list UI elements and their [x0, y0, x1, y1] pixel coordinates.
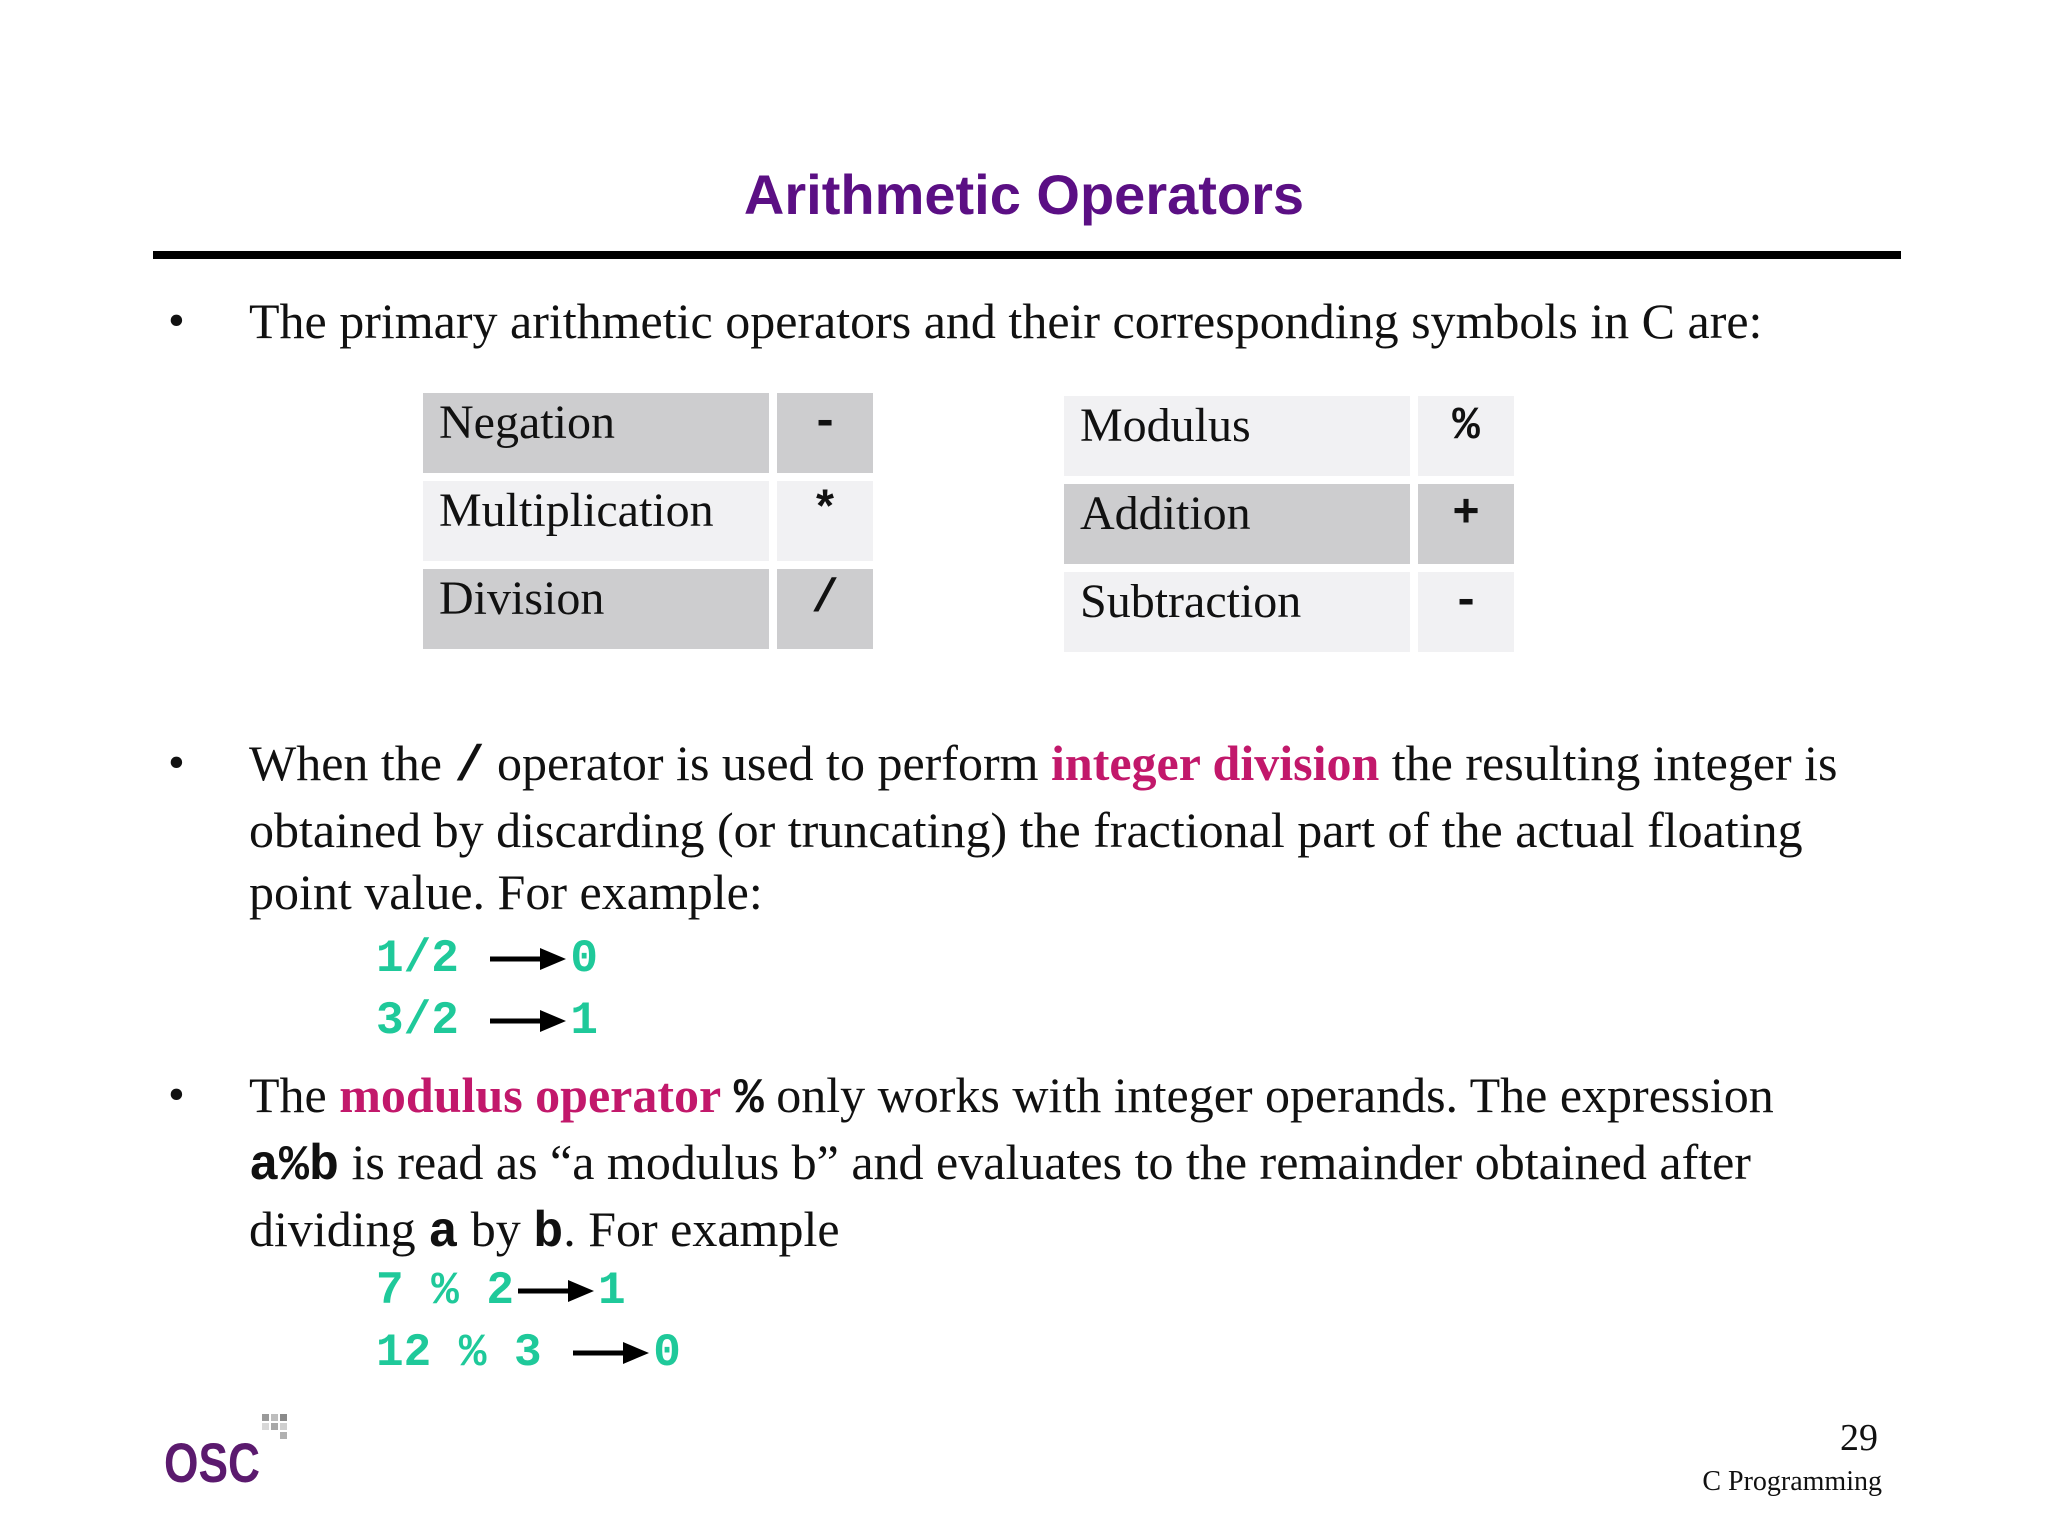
example-expression: 12 % 3	[376, 1327, 570, 1379]
text-run: only works with integer operands. The expression	[763, 1067, 1774, 1123]
slide-title: Arithmetic Operators	[743, 163, 1305, 226]
highlight-integer-division: integer division	[1051, 735, 1380, 791]
footer-course-title: C Programming	[1702, 1466, 1882, 1497]
right-arrow-icon	[490, 1008, 566, 1034]
bullet-integer-division-text	[249, 732, 1889, 923]
text-run: When the	[249, 735, 455, 791]
inline-code-expression: a%b	[249, 1138, 340, 1195]
inline-code-b: b	[533, 1205, 564, 1262]
operator-name: Division	[423, 569, 769, 649]
logo-text: OSC	[164, 1431, 260, 1490]
inline-code-divide: /	[454, 739, 485, 796]
highlight-modulus-operator: modulus operator	[339, 1067, 722, 1123]
example-result: 0	[653, 1327, 681, 1379]
table-row	[423, 481, 873, 561]
operator-symbol: %	[1418, 396, 1514, 476]
example-expression: 1/2	[376, 933, 487, 985]
text-run: . For example	[563, 1201, 840, 1257]
operator-symbol: -	[1418, 572, 1514, 652]
inline-code-modulus: %	[733, 1071, 764, 1128]
example-result: 1	[598, 1265, 626, 1317]
table-row	[1064, 396, 1514, 476]
text-run: The	[249, 1067, 340, 1123]
operator-name: Addition	[1064, 484, 1410, 564]
bullet-marker: •	[168, 1068, 185, 1121]
modulus-example	[376, 1260, 626, 1322]
text-run	[721, 1067, 734, 1123]
table-row	[423, 569, 873, 649]
example-result: 1	[570, 995, 599, 1047]
operator-name: Modulus	[1064, 396, 1410, 476]
operator-symbol: /	[777, 569, 873, 649]
operator-symbol: *	[777, 481, 873, 561]
operator-name: Subtraction	[1064, 572, 1410, 652]
modulus-example	[376, 1322, 681, 1384]
bullet-modulus-text	[249, 1064, 1869, 1265]
title-divider	[153, 251, 1901, 259]
text-run: operator is used to perform	[484, 735, 1051, 791]
bullet-marker: •	[168, 736, 185, 789]
example-result: 0	[570, 933, 599, 985]
operator-name: Negation	[423, 393, 769, 473]
operator-symbol: +	[1418, 484, 1514, 564]
text-run: by	[458, 1201, 534, 1257]
table-row	[423, 393, 873, 473]
operators-table-left	[415, 385, 881, 657]
right-arrow-icon	[573, 1340, 649, 1366]
operator-symbol: -	[777, 393, 873, 473]
bullet-marker: •	[168, 294, 185, 347]
division-example	[376, 928, 598, 990]
operators-table-right	[1056, 388, 1522, 660]
bullet-intro-text: The primary arithmetic operators and their corresponding symbols in C are:	[249, 293, 1763, 349]
table-row	[1064, 572, 1514, 652]
osc-logo	[162, 1410, 292, 1490]
text-run: is read as “a modulus b” and evaluates to the remainder obtained after dividing	[249, 1134, 1751, 1257]
division-example	[376, 990, 598, 1052]
right-arrow-icon	[490, 946, 566, 972]
example-expression: 7 % 2	[376, 1265, 515, 1317]
table-row	[1064, 484, 1514, 564]
example-expression: 3/2	[376, 995, 487, 1047]
right-arrow-icon	[518, 1278, 594, 1304]
text-run: the resulting integer is obtained by discarding (or truncating) the fractional part of the actual floating point value. For example:	[249, 735, 1838, 920]
operator-name: Multiplication	[423, 481, 769, 561]
inline-code-a: a	[428, 1205, 459, 1262]
page-number: 29	[1840, 1417, 1878, 1459]
